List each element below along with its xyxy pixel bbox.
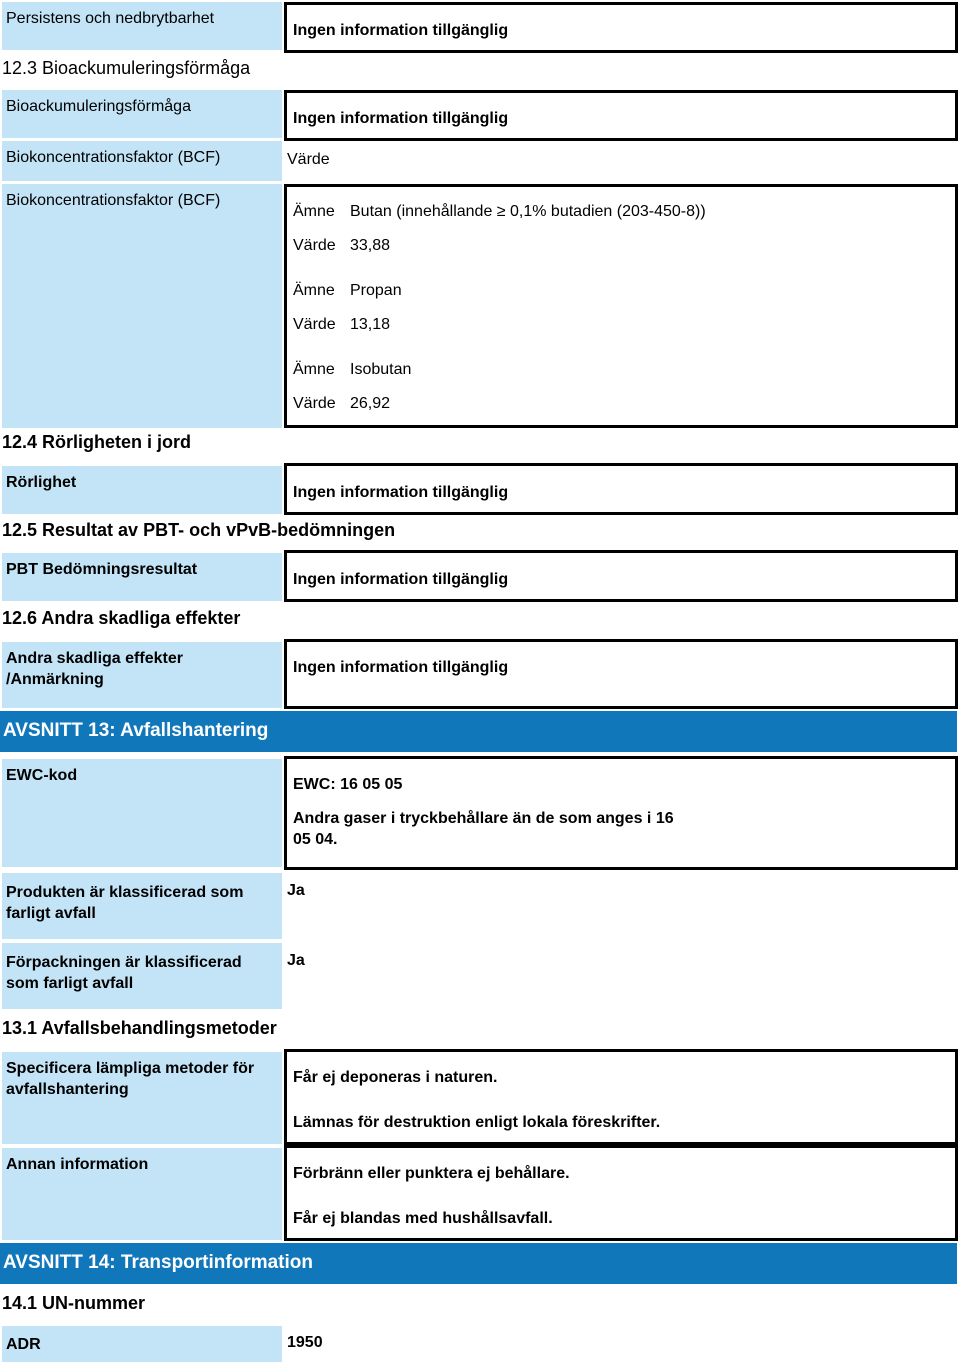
bcf-value-1: Värde bbox=[287, 151, 330, 168]
ewc-code: EWC: 16 05 05 bbox=[293, 776, 403, 793]
forpackning-farligt-line1: Förpackningen är klassificerad bbox=[6, 954, 242, 971]
metoder-label bbox=[2, 1052, 282, 1144]
bcf-label-2 bbox=[2, 184, 282, 428]
ewc-label bbox=[2, 759, 282, 867]
bcf-substance-3: Isobutan bbox=[350, 361, 412, 378]
metoder-line2: Lämnas för destruktion enligt lokala föreskrifter. bbox=[293, 1114, 661, 1131]
bcf-substance-1: Butan (innehållande ≥ 0,1% butadien (203-450-8)) bbox=[350, 203, 706, 220]
bcf-substance-key-3: Ämne bbox=[293, 361, 335, 378]
annan-line1: Förbränn eller punktera ej behållare. bbox=[293, 1165, 570, 1182]
bcf-value-key-1: Värde bbox=[293, 237, 336, 254]
heading-12-5: 12.5 Resultat av PBT- och vPvB-bedömningen bbox=[2, 520, 396, 540]
persistens-value: Ingen information tillgänglig bbox=[293, 22, 509, 39]
bcf-value-1-num: 33,88 bbox=[350, 237, 391, 254]
bcf-value-2-num: 13,18 bbox=[350, 316, 391, 333]
produkt-farligt-line1: Produkten är klassificerad som bbox=[6, 884, 244, 901]
ewc-desc-line2: 05 04. bbox=[293, 831, 338, 848]
section-14-header: AVSNITT 14: Transportinformation bbox=[0, 1243, 957, 1284]
forpackning-farligt-value: Ja bbox=[287, 952, 305, 969]
rorlighet-label bbox=[2, 466, 282, 514]
bcf-substance-key-1: Ämne bbox=[293, 203, 335, 220]
forpackning-farligt-line2: som farligt avfall bbox=[6, 975, 134, 992]
bcf-value-3-num: 26,92 bbox=[350, 395, 391, 412]
rorlighet-value: Ingen information tillgänglig bbox=[293, 484, 509, 501]
annan-label-text: Annan information bbox=[6, 1156, 149, 1173]
adr-label bbox=[2, 1326, 282, 1362]
bcf-label-2-text: Biokoncentrationsfaktor (BCF) bbox=[6, 192, 221, 209]
annan-line2: Får ej blandas med hushållsavfall. bbox=[293, 1210, 553, 1227]
rorlighet-value-box bbox=[284, 463, 958, 515]
bcf-label-1-text: Biokoncentrationsfaktor (BCF) bbox=[6, 149, 221, 166]
andra-label bbox=[2, 642, 282, 708]
rorlighet-label-text: Rörlighet bbox=[6, 474, 77, 491]
andra-label-line2: /Anmärkning bbox=[6, 671, 104, 688]
adr-value: 1950 bbox=[287, 1334, 323, 1351]
adr-label-text: ADR bbox=[6, 1336, 41, 1353]
bioack-value-box bbox=[284, 90, 958, 141]
ewc-value-box bbox=[284, 756, 958, 870]
ewc-desc-line1: Andra gaser i tryckbehållare än de som anges i 16 bbox=[293, 810, 674, 827]
persistens-value-box bbox=[284, 2, 958, 53]
bcf-value-key-3: Värde bbox=[293, 395, 336, 412]
section-13-header: AVSNITT 13: Avfallshantering bbox=[0, 711, 957, 752]
produkt-farligt-value: Ja bbox=[287, 882, 305, 899]
bioack-label-text: Bioackumuleringsförmåga bbox=[6, 98, 191, 115]
pbt-value: Ingen information tillgänglig bbox=[293, 571, 509, 588]
metoder-value-box bbox=[284, 1049, 958, 1145]
heading-13-1: 13.1 Avfallsbehandlingsmetoder bbox=[2, 1018, 277, 1038]
metoder-line1: Får ej deponeras i naturen. bbox=[293, 1069, 498, 1086]
forpackning-farligt-label bbox=[2, 943, 282, 1009]
heading-14-1: 14.1 UN-nummer bbox=[2, 1293, 146, 1313]
bioack-value: Ingen information tillgänglig bbox=[293, 110, 509, 127]
pbt-label-text: PBT Bedömningsresultat bbox=[6, 561, 198, 578]
bcf-label-1 bbox=[2, 141, 282, 181]
pbt-value-box bbox=[284, 550, 958, 602]
metoder-label-line2: avfallshantering bbox=[6, 1081, 129, 1098]
heading-12-3: 12.3 Bioackumuleringsförmåga bbox=[2, 58, 251, 78]
bcf-value-key-2: Värde bbox=[293, 316, 336, 333]
andra-value: Ingen information tillgänglig bbox=[293, 659, 509, 676]
bcf-substance-2: Propan bbox=[350, 282, 402, 299]
pbt-label bbox=[2, 553, 282, 601]
metoder-label-line1: Specificera lämpliga metoder för bbox=[6, 1060, 255, 1077]
bcf-entries-box bbox=[284, 184, 958, 428]
produkt-farligt-label bbox=[2, 873, 282, 939]
andra-label-line1: Andra skadliga effekter bbox=[6, 650, 183, 667]
heading-12-4: 12.4 Rörligheten i jord bbox=[2, 432, 192, 452]
persistens-label-text: Persistens och nedbrytbarhet bbox=[6, 10, 215, 27]
heading-12-6: 12.6 Andra skadliga effekter bbox=[2, 608, 241, 628]
bcf-substance-key-2: Ämne bbox=[293, 282, 335, 299]
annan-label bbox=[2, 1148, 282, 1240]
bioack-label bbox=[2, 90, 282, 138]
annan-value-box bbox=[284, 1145, 958, 1241]
produkt-farligt-line2: farligt avfall bbox=[6, 905, 96, 922]
ewc-label-text: EWC-kod bbox=[6, 767, 78, 784]
persistens-label bbox=[2, 2, 282, 50]
andra-value-box bbox=[284, 639, 958, 709]
